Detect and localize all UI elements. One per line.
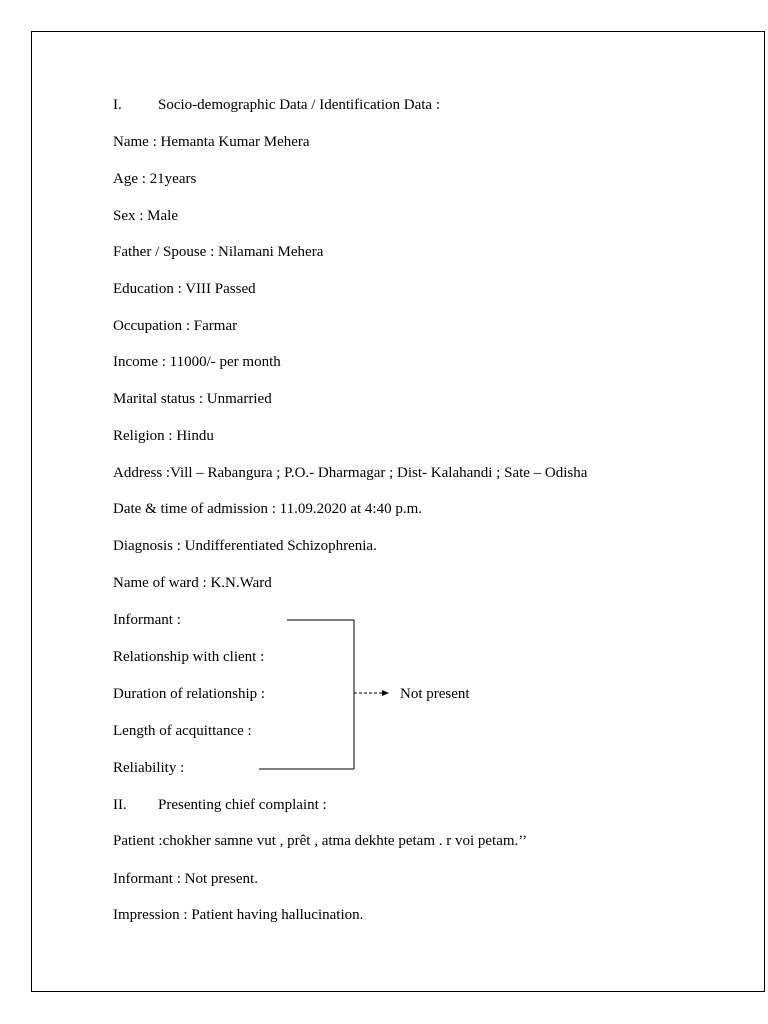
reliability-item: Reliability : — [113, 760, 185, 776]
not-present-note: Not present — [400, 686, 470, 702]
field-age: Age : 21years — [113, 171, 197, 187]
section-1-number: I. — [113, 97, 122, 113]
field-income: Income : 11000/- per month — [113, 354, 281, 370]
field-education: Education : VIII Passed — [113, 281, 256, 297]
informant-item: Informant : — [113, 612, 181, 628]
field-address: Address :Vill – Rabangura ; P.O.- Dharmagar ; Dist- Kalahandi ; Sate – Odisha — [113, 465, 588, 481]
arrow-head-icon — [382, 690, 389, 696]
complaint-informant: Informant : Not present. — [113, 871, 258, 887]
field-occupation: Occupation : Farmar — [113, 318, 238, 334]
field-ward: Name of ward : K.N.Ward — [113, 575, 272, 591]
complaint-impression: Impression : Patient having hallucination. — [113, 907, 364, 923]
section-2-heading — [113, 796, 327, 814]
field-marital-status: Marital status : Unmarried — [113, 391, 272, 407]
complaint-patient: Patient :chokher samne vut , prêt , atma dekhte petam . r voi petam.’’ — [113, 833, 528, 849]
acquittance-item: Length of acquittance : — [113, 723, 252, 739]
field-name: Name : Hemanta Kumar Mehera — [113, 134, 310, 150]
field-religion: Religion : Hindu — [113, 428, 214, 444]
section-2-title: Presenting chief complaint : — [158, 797, 327, 813]
relationship-item: Relationship with client : — [113, 649, 265, 665]
field-father-spouse: Father / Spouse : Nilamani Mehera — [113, 244, 324, 260]
duration-item: Duration of relationship : — [113, 686, 266, 702]
field-admission-date: Date & time of admission : 11.09.2020 at 4:40 p.m. — [113, 501, 422, 517]
section-1-title: Socio-demographic Data / Identification Data : — [158, 97, 440, 113]
section-2-number: II. — [113, 797, 127, 813]
field-sex: Sex : Male — [113, 208, 178, 224]
field-diagnosis: Diagnosis : Undifferentiated Schizophrenia. — [113, 538, 377, 554]
